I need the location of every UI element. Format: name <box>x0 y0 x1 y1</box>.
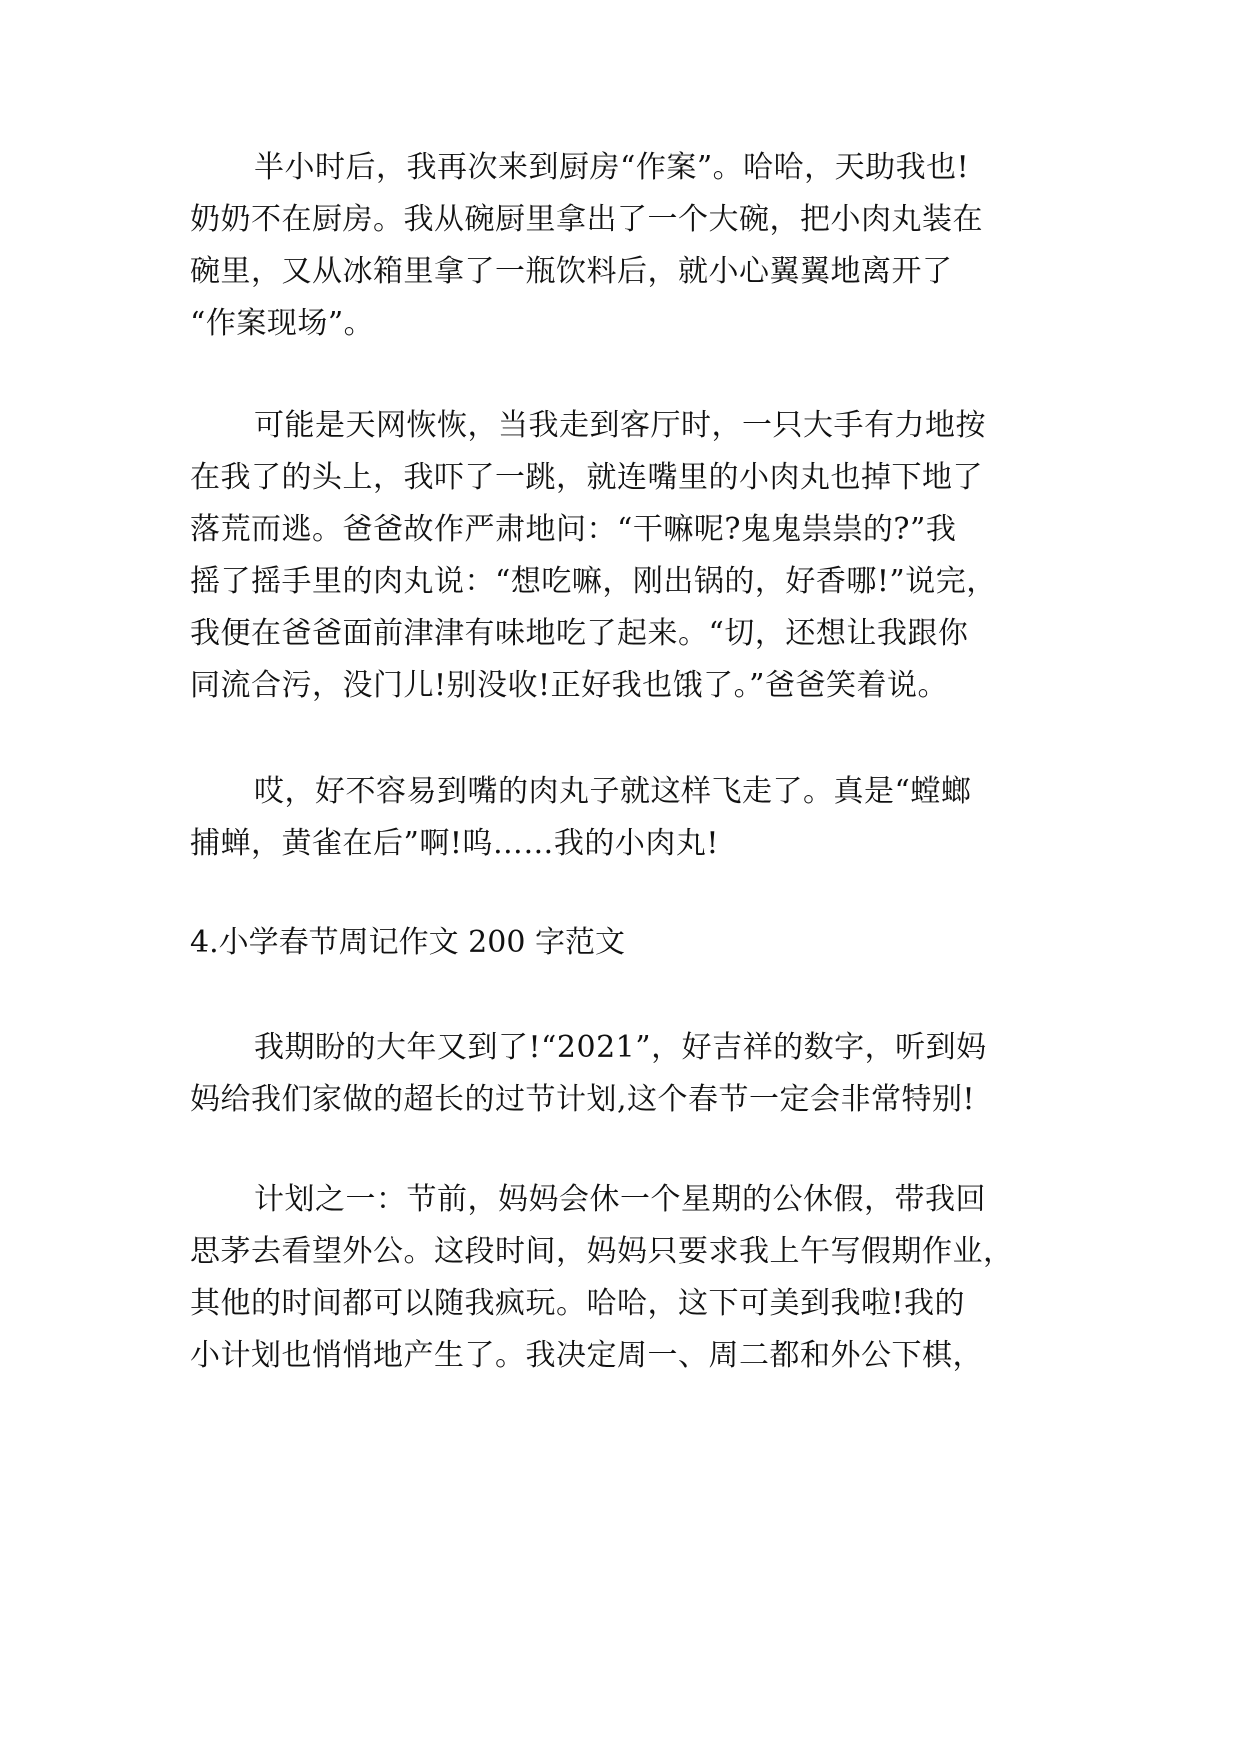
paragraph-line: 可能是天网恢恢，当我走到客厅时，一只大手有力地按 <box>254 408 986 443</box>
paragraph-line: 捕蝉，黄雀在后”啊!呜……我的小肉丸! <box>190 826 719 861</box>
paragraph-line: 奶奶不在厨房。我从碗厨里拿出了一个大碗，把小肉丸装在 <box>190 202 983 237</box>
paragraph-line: 其他的时间都可以随我疯玩。哈哈，这下可美到我啦!我的 <box>190 1286 966 1321</box>
section-heading: 4.小学春节周记作文 200 字范文 <box>190 925 625 960</box>
paragraph-line: 落荒而逃。爸爸故作严肃地问：“干嘛呢?鬼鬼祟祟的?”我 <box>190 512 957 547</box>
paragraph-ending <box>190 766 1050 870</box>
paragraph-line: 我便在爸爸面前津津有味地吃了起来。“切，还想让我跟你 <box>190 616 969 651</box>
paragraph-line: 同流合污，没门儿!别没收!正好我也饿了。”爸爸笑着说。 <box>190 668 948 703</box>
paragraph-line: 摇了摇手里的肉丸说：“想吃嘛，刚出锅的，好香哪!”说完， <box>190 564 997 599</box>
paragraph-line: 哎，好不容易到嘴的肉丸子就这样飞走了。真是“螳螂 <box>254 774 972 809</box>
paragraph-line: 妈给我们家做的超长的过节计划,这个春节一定会非常特别! <box>190 1082 976 1117</box>
paragraph-plan-one <box>190 1174 1050 1382</box>
paragraph-line: 碗里，又从冰箱里拿了一瓶饮料后，就小心翼翼地离开了 <box>190 254 953 289</box>
paragraph-line: 在我了的头上，我吓了一跳，就连嘴里的小肉丸也掉下地了 <box>190 460 983 495</box>
paragraph-living-room <box>190 400 1050 712</box>
paragraph-line: “作案现场”。 <box>190 306 375 341</box>
paragraph-line: 计划之一：节前，妈妈会休一个星期的公休假，带我回 <box>254 1182 986 1217</box>
paragraph-new-year <box>190 1022 1050 1126</box>
paragraph-line: 半小时后，我再次来到厨房“作案”。哈哈，天助我也! <box>254 150 970 185</box>
paragraph-line: 我期盼的大年又到了!“2021”，好吉祥的数字，听到妈 <box>254 1030 987 1065</box>
paragraph-line: 小计划也悄悄地产生了。我决定周一、周二都和外公下棋， <box>190 1338 983 1373</box>
paragraph-kitchen <box>190 142 1050 350</box>
paragraph-line: 思茅去看望外公。这段时间，妈妈只要求我上午写假期作业， <box>190 1234 1014 1269</box>
